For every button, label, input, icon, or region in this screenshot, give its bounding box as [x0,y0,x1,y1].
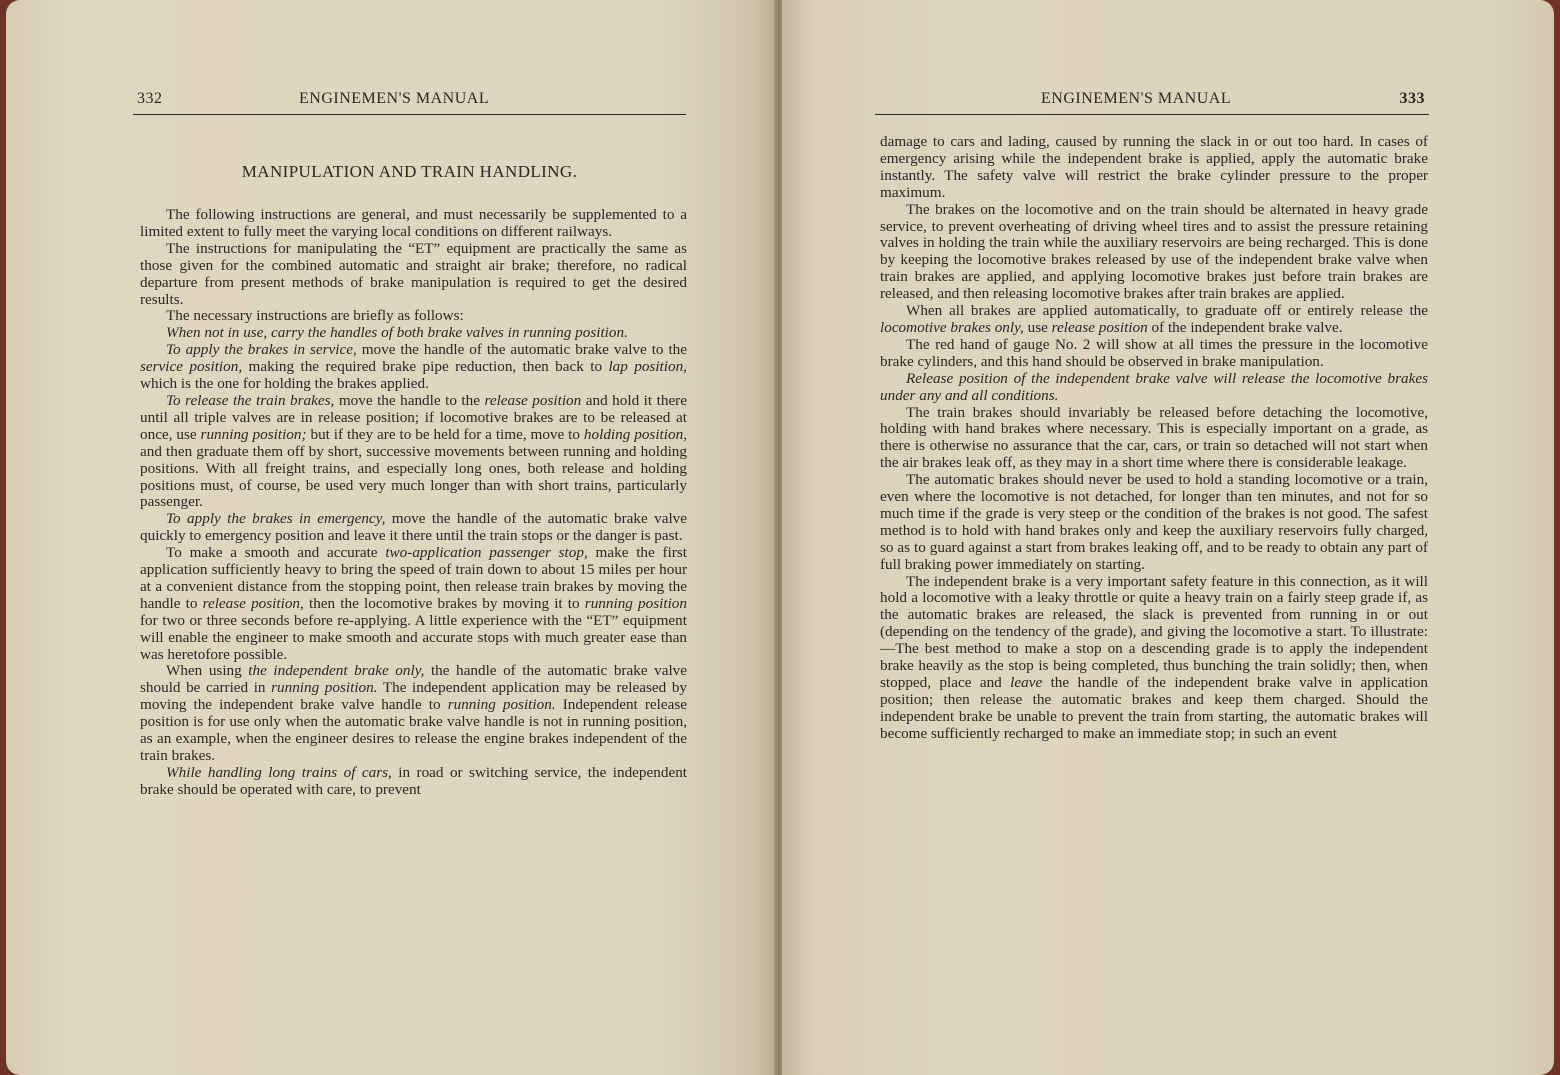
italic-text-run: service position, [140,358,243,376]
paragraph [140,325,687,342]
text-run: use [1023,318,1052,336]
text-run: and hold it there until all triple valves are in release position; if locomotive brakes are to be released at once, use [140,391,687,443]
italic-text-run: running position; [200,425,307,443]
italic-text-run: leave [1010,674,1043,691]
italic-text-run: the independent brake only, [248,662,425,680]
text-run: The red hand of gauge No. 2 will show at all times the pressure in the locomotive brake cylinders, and this hand should be observed in brake manipulation. [880,335,1428,370]
text-run: the handle of the independent brake valve in application position; then release the automatic brakes and keep them charged. Should the independent brake be unable to prevent the train from starting, the automatic brakes will become sufficiently recharged to make an immediate stop; in such an event [880,674,1428,742]
text-run: which is the one for holding the brakes applied. [140,375,429,393]
text-run: The instructions for manipulating the “ET” equipment are practically the same as those given for the combined automatic and straight air brake; therefore, no radical departure from present methods of brake manipulation is required to get the desired results. [140,239,687,308]
text-run: move the handle of the automatic brake valve quickly to emergency position and leave it there until the train stops or the danger is past. [140,510,687,545]
text-run: move the handle of the automatic brake valve to the [356,341,687,359]
text-run: for two or three seconds before re-applying. A little experience with the “ET” equipment will enable the engineer to make smooth and accurate stops with much greater ease than was heretofore possible. [140,611,687,663]
text-run: The necessary instructions are briefly as follows: [166,307,464,325]
italic-text-run: To apply the brakes in emergency, [166,510,386,528]
paragraph [140,545,687,663]
text-run: The following instructions are general, and must necessarily be supplemented to a limited extent to fully meet the varying local conditions on different railways. [140,206,687,240]
text-run: Independent release position is for use only when the automatic brake valve handle is not in running position, as an example, when the engineer desires to release the engine brakes independent of the train brakes. [140,696,688,764]
italic-text-run: release position [484,391,582,409]
paragraph [880,303,1428,337]
text-run: the handle of the automatic brake valve should be carried in [140,662,687,697]
text-run: and then graduate them off by short, successive movements between running and holding positions. With all freight trains, and especially long ones, both release and holding positions must, of course, be used very much longer than with short trains, particularly passenger. [140,442,687,511]
text-run: The automatic brakes should never be used to hold a standing locomotive or a train, even where the locomotive is not detached, for longer than ten minutes, and not for so much time if the grade is very steep or the condition of the brakes is not good. The safest method is to hold with hand brakes only and keep the auxiliary reservoirs fully charged, so as to guard against a start from brakes leaking off, and to be ready to obtain any part of full braking power immediately on starting. [880,471,1428,573]
paragraph [880,371,1428,405]
text-run: making the required brake pipe reduction, then back to [242,358,609,376]
right-header-title: ENGINEMEN'S MANUAL [1041,90,1232,107]
italic-text-run: When not in use, carry the handles of both brake valves in running position. [166,324,628,342]
text-run: then the locomotive brakes by moving it to [303,594,585,612]
paragraph [140,511,687,545]
right-running-header [875,90,1429,115]
italic-text-run: running position. [271,679,378,697]
paragraph [140,342,687,393]
paragraph [880,337,1428,371]
section-title: MANIPULATION AND TRAIN HANDLING. [241,162,578,181]
italic-text-run: To apply the brakes in service, [166,341,357,359]
paragraph [880,134,1428,202]
italic-text-run: running position. [447,696,556,714]
paragraph [880,405,1428,473]
italic-text-run: release position [1051,318,1148,336]
left-header-title: ENGINEMEN'S MANUAL [299,90,490,107]
text-run: of the independent brake valve. [1147,318,1343,336]
text-run: damage to cars and lading, caused by running the slack in or out too hard. In cases of emergency arising while the independent brake is applied, apply the automatic brake instantly. The safety valve will restrict the brake cylinder pressure to the proper maximum. [880,133,1428,201]
paragraph [140,765,687,799]
italic-text-run: Release position of the independent brake valve will release the locomotive brakes under any and all conditions. [880,369,1428,404]
text-run: The brakes on the locomotive and on the train should be alternated in heavy grade service, to prevent overheating of driving wheel tires and to assist the pressure retaining valves in holding the train while the auxiliary reservoirs are being recharged. This is done by keeping the locomotive brakes released by use of the independent brake valve when train brakes are applied, and applying locomotive brakes just before train brakes are released, and then releasing locomotive brakes after train brakes are applied. [880,200,1428,303]
italic-text-run: While handling long trains of cars, [166,763,392,781]
text-run: The independent application may be released by moving the independent brake valve handle to [140,679,688,714]
italic-text-run: running position [584,594,687,612]
italic-text-run: lap position, [608,358,687,376]
italic-text-run: holding position, [583,425,687,443]
paragraph [140,241,687,309]
text-run: When all brakes are applied automatically, to graduate off or entirely release the [906,302,1428,320]
paragraph [140,207,687,241]
text-run: The independent brake is a very important safety feature in this connection, as it will hold a locomotive with a leaky throttle or quite a heavy train on a fairly steep grade if, as the automatic brakes are released, the slack is prevented from running in or out (depending on the tendency of the grade), and giving the locomotive a start. To illustrate:—The best method to make a stop on a descending grade is to apply the independent brake heavily as the stop is being completed, thus bunching the train solidly; then, when stopped, place and [880,572,1428,691]
paragraph [140,308,687,325]
text-run: The train brakes should invariably be released before detaching the locomotive, holding with hand brakes where necessary. This is especially important on a grade, as there is otherwise no assurance that the car, cars, or train so detached will not start when the air brakes leak off, as they may in a short time where there is considerable leakage. [880,403,1428,472]
left-page-number: 332 [137,90,163,107]
paragraph [880,574,1428,743]
right-body-text [880,134,1428,743]
right-page-number: 333 [1399,90,1425,107]
text-run: in road or switching service, the independent brake should be operated with care, to prevent [140,763,688,798]
paragraph [140,663,687,764]
italic-text-run: release position, [202,594,304,612]
text-run: When using [166,662,249,680]
left-body-text [140,207,687,799]
text-run: move the handle to the [334,391,485,409]
italic-text-run: To release the train brakes, [166,391,335,409]
text-run: make the first application sufficiently heavy to bring the speed of train down to about 15 miles per hour at a convenient distance from the stopping point, then release train brakes by moving the handle to [140,544,687,612]
text-run: but if they are to be held for a time, move to [306,425,584,443]
italic-text-run: two-application passenger stop, [385,544,588,562]
italic-text-run: locomotive brakes only, [880,318,1024,336]
paragraph [140,393,687,511]
text-run: To make a smooth and accurate [166,544,386,562]
paragraph [880,202,1428,303]
left-running-header [133,90,686,115]
paragraph [880,472,1428,573]
